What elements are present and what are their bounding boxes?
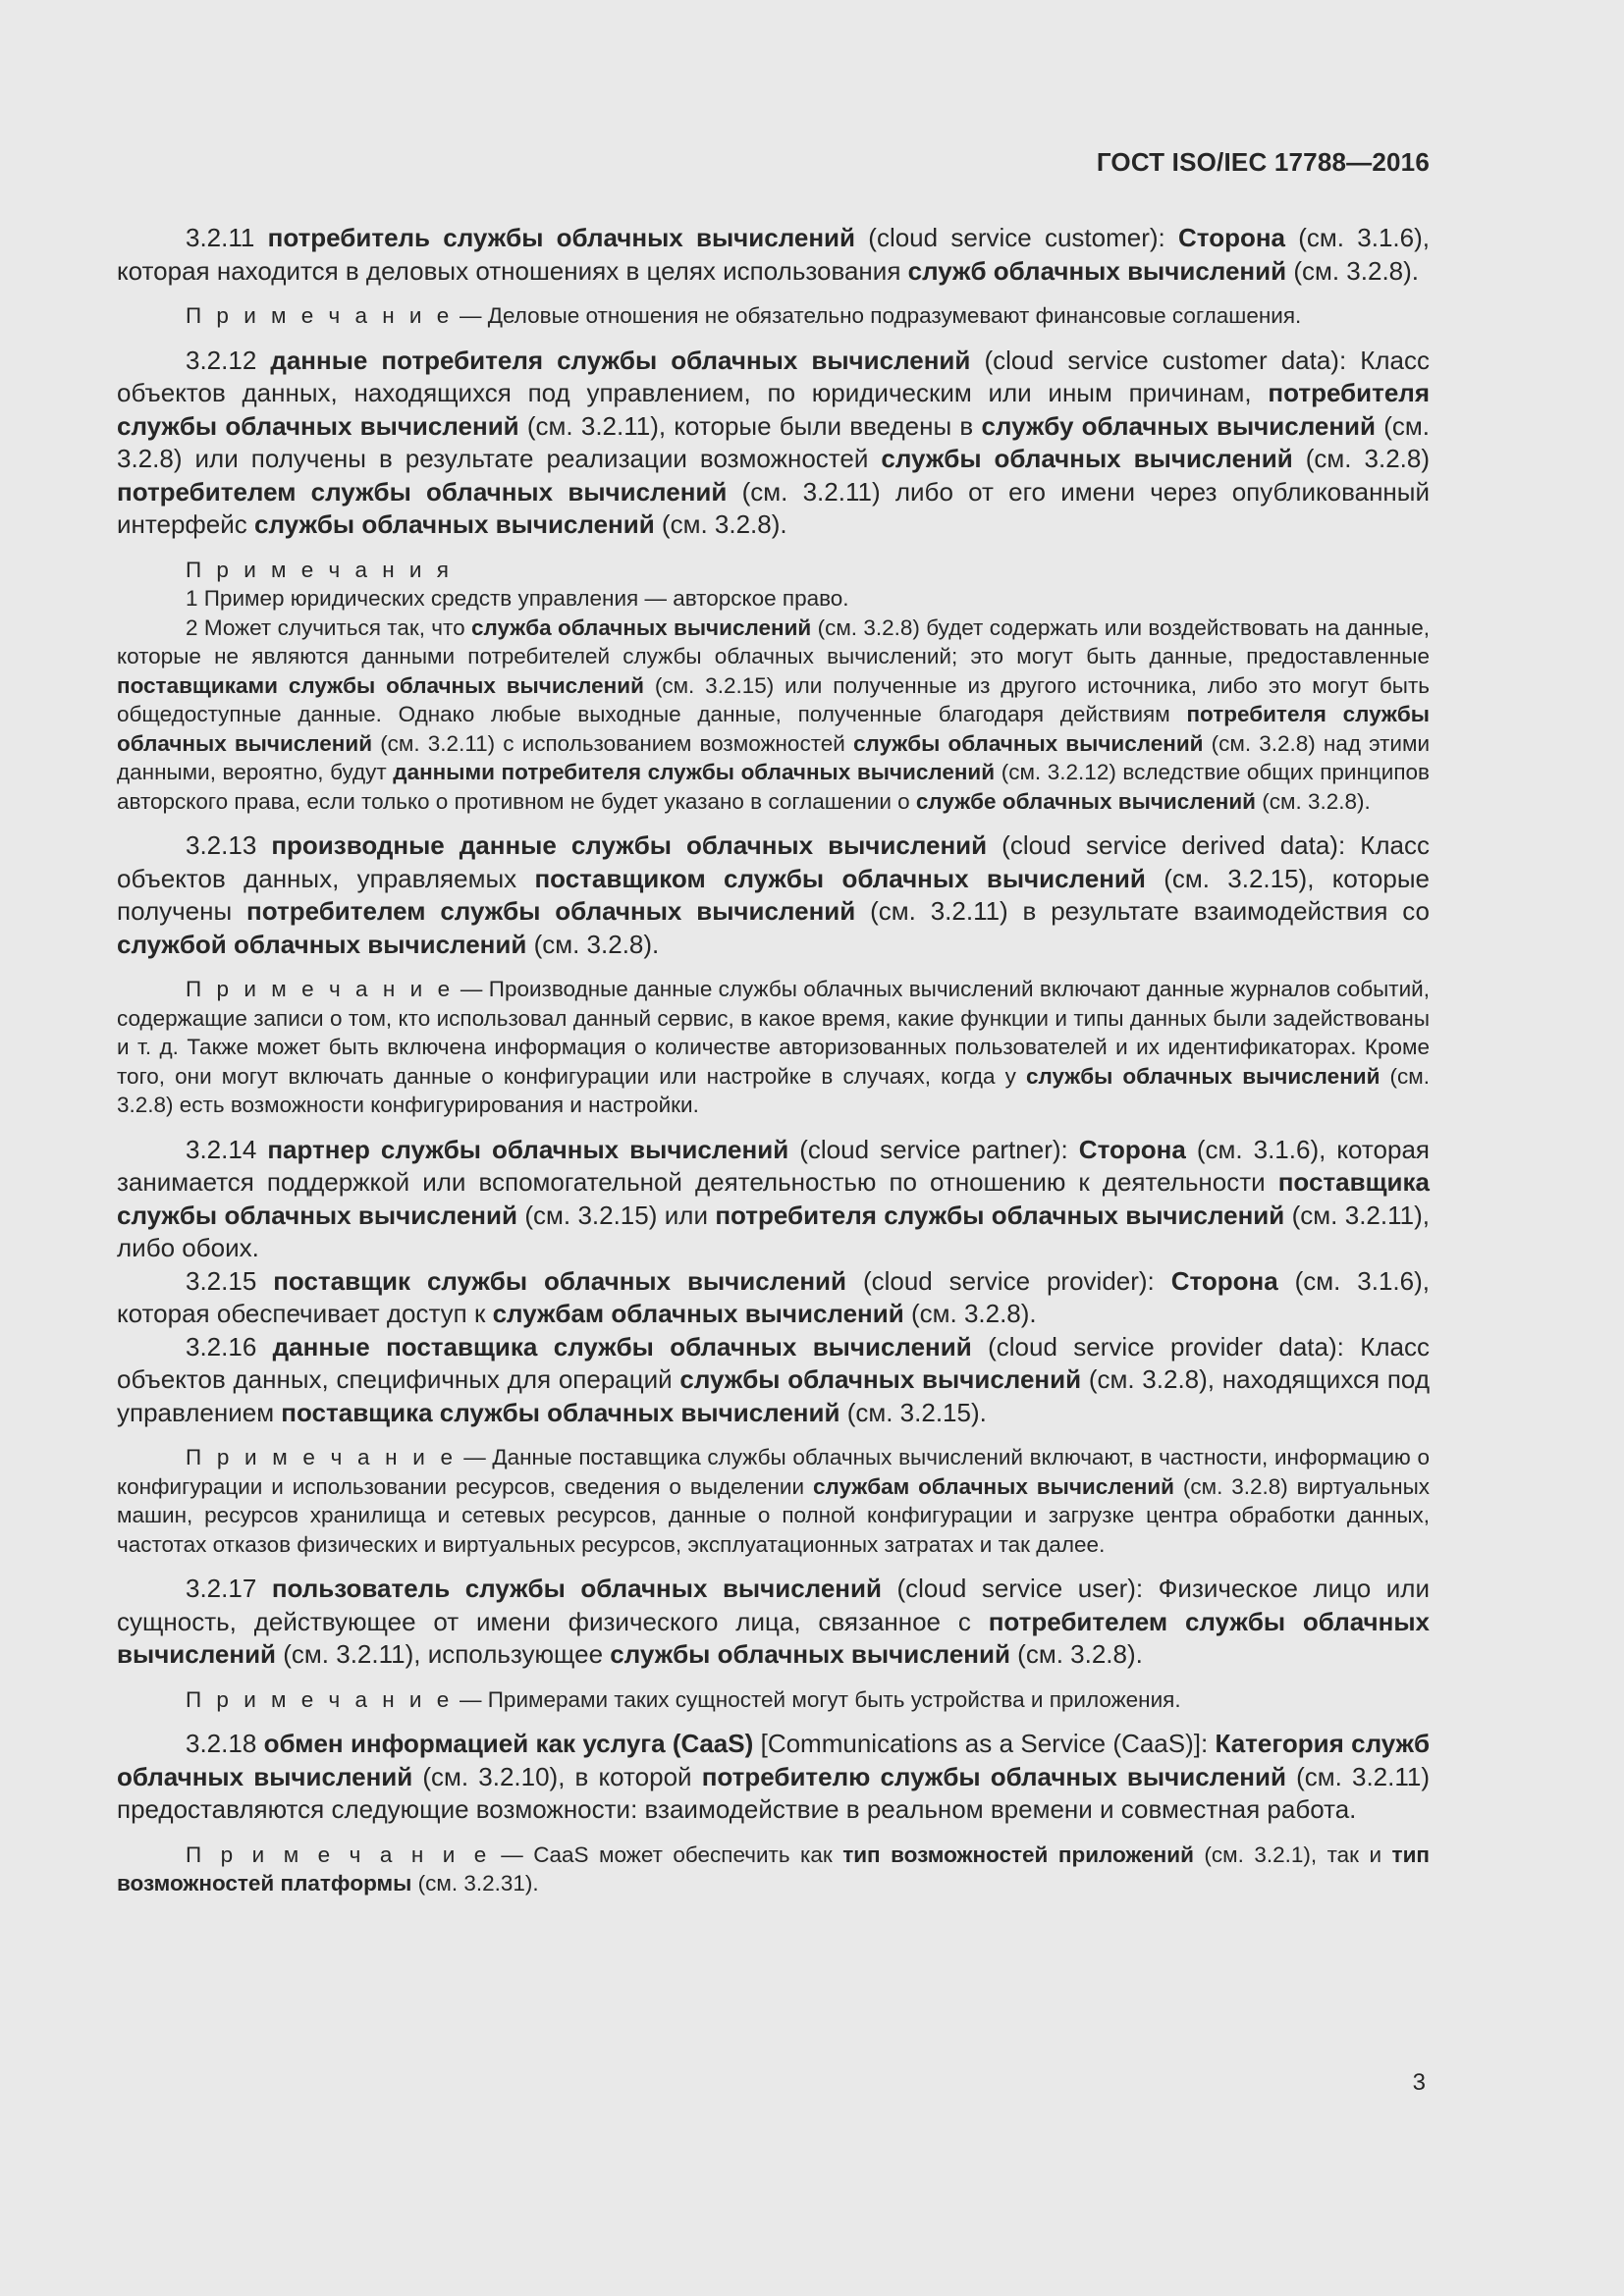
term-reference: службы облачных вычислений bbox=[881, 444, 1293, 473]
text-run: (см. 3.2.11) с использованием возможностей bbox=[372, 730, 853, 756]
term-definition bbox=[117, 829, 1430, 961]
text-run: (см. 3.2.11), использующее bbox=[276, 1639, 611, 1669]
text-run: (см. 3.2.8), находящихся под управлением bbox=[117, 1364, 1430, 1427]
text-run: (см. 3.2.11) либо от его имени через опубликованный интерфейс bbox=[117, 476, 1431, 539]
term-reference: потребителем службы облачных вычислений bbox=[246, 896, 856, 926]
text-run: (см. 3.1.6), которая находится в деловых отношениях в целях использования bbox=[117, 223, 1430, 286]
text-run: (см. 3.2.8) будет содержать или воздействовать на данные, которые не являются данными потребителей службы облачных вычислений; это могут быть данные, предоставленные bbox=[117, 614, 1430, 668]
definitions-section bbox=[117, 222, 1430, 1912]
text-run: 1 Пример юридических средств управления — авторское право. bbox=[186, 586, 849, 611]
text-run: (см. 3.2.31). bbox=[411, 1871, 539, 1896]
term-reference: данными потребителя службы облачных вычислений bbox=[393, 760, 996, 784]
text-run: 2 Может случиться так, что bbox=[186, 614, 471, 640]
text-run: (см. 3.2.11) предоставляются следующие возможности: взаимодействие в реальном времени и совместная работа. bbox=[117, 1761, 1430, 1824]
text-run: (см. 3.2.8) виртуальных машин, ресурсов хранилища и сетевых ресурсов, данные о полной конфигурации и загрузке центра обработки данных, частотах отказов физических и виртуальных ресурсов, эксплуатационных затратах и так далее. bbox=[117, 1473, 1430, 1557]
note-paragraph bbox=[117, 584, 1430, 614]
note-paragraph bbox=[117, 975, 1430, 1120]
text-run: (см. 3.2.8). bbox=[526, 929, 660, 959]
term-reference: тип возможностей приложений bbox=[842, 1842, 1194, 1867]
term-reference: службу облачных вычислений bbox=[981, 410, 1377, 441]
text-run: (см. 3.2.8). bbox=[1009, 1639, 1143, 1669]
text-run: 3.2.15 bbox=[186, 1265, 274, 1296]
term-definition bbox=[117, 1331, 1430, 1430]
text-run: (cloud service customer data): Класс объектов данных, находящихся под управлением, по юридическим или иным причинам, bbox=[117, 345, 1431, 407]
text-run: (см. 3.2.8) над этими данными, вероятно, будут bbox=[117, 730, 1431, 784]
text-run: (см. 3.2.11), либо обоих. bbox=[117, 1200, 1430, 1262]
text-run: (cloud service provider data): Класс объектов данных, специфичных для операций bbox=[117, 1331, 1430, 1394]
term-reference: потребителем службы облачных вычислений bbox=[117, 476, 728, 507]
term-definition bbox=[117, 1265, 1430, 1331]
term-definition bbox=[117, 1728, 1430, 1827]
term-reference: службы облачных вычислений bbox=[679, 1364, 1082, 1394]
term-reference: службой облачных вычислений bbox=[117, 929, 527, 959]
text-run: — Производные данные службы облачных вычислений включают данные журналов событий, содержащие записи о том, кто использовал данный сервис, в какое время, какие функции и типы данных были задействованы и т. д. Также может быть включена информация о количестве авторизованных пользователей и их идентификаторах. Кроме того, они могут включать данные о конфигурации или настройке в случаях, когда у bbox=[117, 977, 1430, 1089]
text-run: [Communications as a Service (CaaS)]: bbox=[753, 1729, 1216, 1758]
term-reference: поставщиком службы облачных вычислений bbox=[534, 863, 1146, 893]
term-reference: службы облачных вычислений bbox=[852, 730, 1204, 756]
term-reference: производные данные службы облачных вычислений bbox=[271, 830, 988, 860]
term-reference: потребителя службы облачных вычислений bbox=[715, 1200, 1285, 1230]
standard-header: ГОСТ ISO/IEC 17788—2016 bbox=[1096, 147, 1430, 177]
term-reference: Категория служб облачных вычислений bbox=[117, 1729, 1431, 1791]
term-reference: потребителем службы облачных вычислений bbox=[117, 1606, 1431, 1669]
text-run: (см. 3.2.8) есть возможности конфигурирования и настройки. bbox=[117, 1063, 1431, 1117]
text-run: — Деловые отношения не обязательно подразумевают финансовые соглашения. bbox=[453, 303, 1302, 328]
term-reference: службе облачных вычислений bbox=[915, 788, 1256, 814]
text-run: (см. 3.1.6), которая занимается поддержкой или вспомогательной деятельностью по отношению к деятельности bbox=[117, 1134, 1431, 1197]
text-run: (см. 3.2.15). bbox=[839, 1397, 987, 1427]
term-reference: поставщика службы облачных вычислений bbox=[281, 1397, 840, 1427]
term-reference: службам облачных вычислений bbox=[812, 1473, 1174, 1499]
term-reference: службы облачных вычислений bbox=[1025, 1063, 1380, 1089]
term-reference: Сторона bbox=[1078, 1134, 1186, 1164]
note-paragraph bbox=[117, 1443, 1430, 1559]
text-run: 3.2.12 bbox=[186, 345, 271, 375]
text-run: 3.2.14 bbox=[186, 1134, 268, 1164]
note-paragraph bbox=[117, 1841, 1430, 1898]
text-run: (cloud service provider): bbox=[846, 1265, 1171, 1296]
text-run: (см. 3.1.6), которая обеспечивает доступ к bbox=[117, 1265, 1430, 1328]
text-run: 3.2.18 bbox=[186, 1729, 264, 1758]
term-reference: данные потребителя службы облачных вычислений bbox=[270, 345, 971, 375]
text-run: (cloud service partner): bbox=[788, 1134, 1079, 1164]
term-reference: тип возможностей платформы bbox=[117, 1842, 1430, 1896]
text-run: 3.2.16 bbox=[186, 1331, 273, 1362]
note-label: П р и м е ч а н и е bbox=[186, 1686, 454, 1712]
text-run: 3.2.13 bbox=[186, 830, 272, 860]
term-reference: потребитель службы облачных вычислений bbox=[267, 223, 856, 252]
term-reference: данные поставщика службы облачных вычислений bbox=[272, 1331, 972, 1362]
text-run: (cloud service derived data): Класс объектов данных, управляемых bbox=[117, 830, 1430, 893]
term-reference: Сторона bbox=[1178, 223, 1286, 252]
note-paragraph bbox=[117, 556, 1430, 585]
text-run: (см. 3.2.11), которые были введены в bbox=[518, 410, 982, 441]
text-run: (см. 3.2.8). bbox=[1286, 255, 1420, 286]
text-run: (см. 3.2.10), в которой bbox=[412, 1761, 702, 1791]
term-definition bbox=[117, 222, 1430, 288]
term-reference: поставщика службы облачных вычислений bbox=[117, 1167, 1430, 1230]
text-run: (см. 3.2.8). bbox=[903, 1299, 1037, 1328]
term-reference: службы облачных вычислений bbox=[254, 509, 655, 539]
text-run: (см. 3.2.8). bbox=[654, 509, 787, 539]
note-paragraph bbox=[117, 614, 1430, 817]
term-reference: потребителя службы облачных вычислений bbox=[117, 378, 1430, 441]
text-run: (см. 3.2.8). bbox=[1256, 788, 1371, 814]
term-reference: потребителя службы облачных вычислений bbox=[117, 702, 1430, 756]
text-run: (см. 3.2.1), так и bbox=[1193, 1842, 1392, 1867]
note-label: П р и м е ч а н и е bbox=[186, 977, 455, 1001]
term-definition bbox=[117, 345, 1430, 542]
term-reference: обмен информацией как услуга (CaaS) bbox=[263, 1729, 754, 1758]
note-label: П р и м е ч а н и я bbox=[186, 557, 454, 582]
term-reference: Сторона bbox=[1170, 1265, 1278, 1296]
term-definition bbox=[117, 1134, 1430, 1265]
text-run: (см. 3.2.11) в результате взаимодействия со bbox=[855, 896, 1430, 926]
term-reference: пользователь службы облачных вычислений bbox=[271, 1574, 882, 1603]
note-paragraph bbox=[117, 1685, 1430, 1715]
text-run: (см. 3.2.8) или получены в результате реализации возможностей bbox=[117, 410, 1430, 473]
text-run: 3.2.11 bbox=[186, 223, 268, 252]
text-run: (см. 3.2.15), которые получены bbox=[117, 863, 1430, 926]
term-reference: партнер службы облачных вычислений bbox=[267, 1134, 789, 1164]
term-reference: службы облачных вычислений bbox=[610, 1639, 1010, 1669]
text-run: (cloud service customer): bbox=[855, 223, 1179, 252]
note-paragraph bbox=[117, 301, 1430, 331]
note-label: П р и м е ч а н и е bbox=[186, 1445, 458, 1469]
page-number: 3 bbox=[1412, 2069, 1426, 2096]
term-definition bbox=[117, 1573, 1430, 1672]
term-reference: служб облачных вычислений bbox=[907, 255, 1287, 286]
term-reference: поставщик службы облачных вычислений bbox=[273, 1265, 847, 1296]
text-run: (см. 3.2.15) или полученные из другого источника, либо это могут быть общедоступные данные. Однако любые выходные данные, полученные благодаря действиям bbox=[117, 672, 1430, 726]
term-reference: служба облачных вычислений bbox=[470, 614, 812, 640]
text-run: — CaaS может обеспечить как bbox=[490, 1842, 843, 1867]
text-run: (см. 3.2.15) или bbox=[516, 1200, 716, 1230]
term-reference: поставщиками службы облачных вычислений bbox=[117, 672, 644, 698]
text-run: 3.2.17 bbox=[186, 1574, 272, 1603]
term-reference: потребителю службы облачных вычислений bbox=[701, 1761, 1286, 1791]
term-reference: службам облачных вычислений bbox=[492, 1299, 904, 1328]
text-run: (см. 3.2.8) bbox=[1292, 444, 1430, 473]
note-label: П р и м е ч а н и е bbox=[186, 1842, 491, 1867]
text-run: — Примерами таких сущностей могут быть устройства и приложения. bbox=[453, 1686, 1181, 1712]
note-label: П р и м е ч а н и е bbox=[186, 303, 454, 328]
text-run: — Данные поставщика службы облачных вычислений включают, в частности, информацию о конфигурации и использовании ресурсов, сведения о выделении bbox=[117, 1445, 1430, 1499]
text-run: (см. 3.2.12) вследствие общих принципов авторского права, если только о противном не будет указано в соглашении о bbox=[117, 760, 1430, 814]
text-run: (cloud service user): Физическое лицо или сущность, действующее от имени физического лица, связанное с bbox=[117, 1574, 1430, 1636]
